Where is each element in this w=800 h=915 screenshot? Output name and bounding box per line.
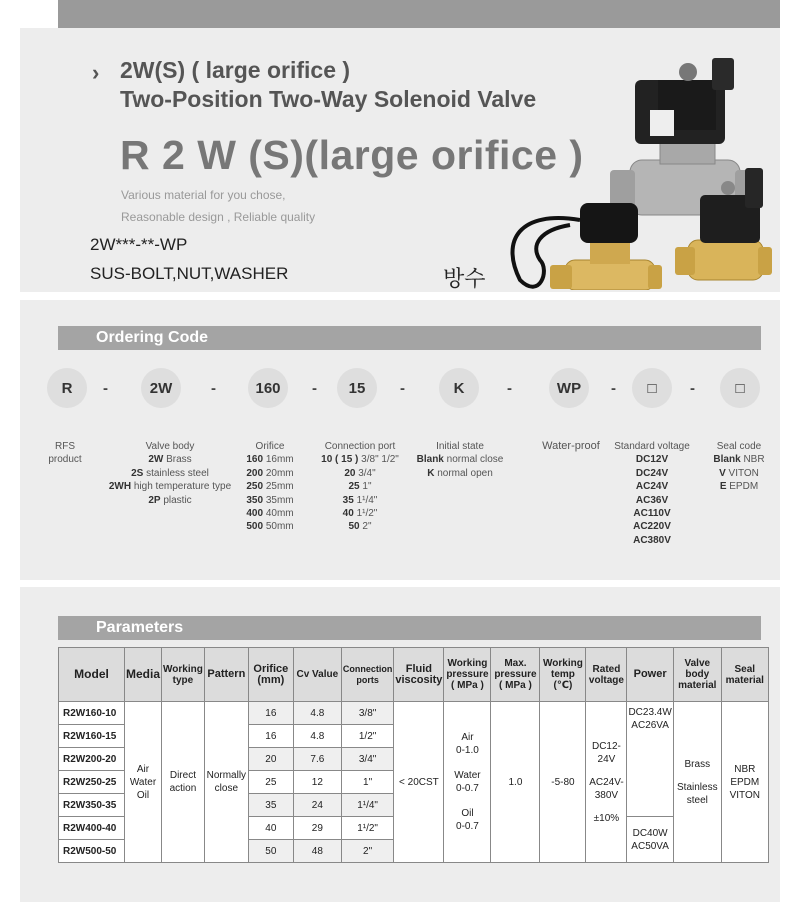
- parameters-header: Parameters: [58, 616, 761, 640]
- code-circle-valve-body: 2W: [141, 368, 181, 408]
- cv-cell: 12: [293, 771, 341, 794]
- media-cell: Air Water Oil: [125, 702, 162, 863]
- hero-big-title: R 2 W (S)(large orifice ): [120, 132, 584, 178]
- code-separator: -: [312, 380, 317, 397]
- model-cell: R2W200-20: [59, 748, 125, 771]
- hero-code-line1: 2W***-**-WP: [90, 235, 188, 254]
- hero-title-line2: Two-Position Two-Way Solenoid Valve: [120, 86, 537, 112]
- solenoid-valve-photo: [480, 40, 780, 290]
- cv-cell: 24: [293, 794, 341, 817]
- pressure-cell: Air 0-1.0 Water 0-0.7 Oil 0-0.7: [444, 702, 491, 863]
- column-header: Power: [627, 648, 673, 702]
- column-header: Pattern: [204, 648, 248, 702]
- model-cell: R2W350-35: [59, 794, 125, 817]
- max-pressure-cell: 1.0: [491, 702, 540, 863]
- table-header-row: [59, 648, 769, 702]
- orifice-cell: 25: [248, 771, 293, 794]
- code-separator: -: [611, 380, 616, 397]
- body-material-cell: Brass Stainless steel: [673, 702, 721, 863]
- connection-port-column: Connection port 10 ( 15 ) 3/8" 1/2" 20 3/4" 25 1" 35 1¹/4" 40 1¹/2" 50 2": [321, 441, 399, 533]
- column-header: Max. pressure ( MPa ): [491, 648, 540, 702]
- orifice-cell: 50: [248, 840, 293, 863]
- standard-voltage-column: Standard voltage DC12V DC24V AC24V AC36V AC110V AC220V AC380V: [614, 441, 690, 546]
- column-header: Orifice (mm): [248, 648, 293, 702]
- code-circle-seal: □: [720, 368, 760, 408]
- orifice-cell: 16: [248, 702, 293, 725]
- code-circle-initial-state: K: [439, 368, 479, 408]
- hero-desc-line1: Various material for you chose,: [121, 188, 286, 202]
- model-cell: R2W160-10: [59, 702, 125, 725]
- orifice-column: Orifice 160 16mm 200 20mm 250 25mm 350 35mm 400 40mm 500 50mm: [246, 441, 294, 533]
- column-header: Working type: [162, 648, 205, 702]
- hero-title-line1: 2W(S) ( large orifice ): [120, 57, 351, 83]
- ordering-code-header: Ordering Code: [58, 326, 761, 350]
- code-circle-product: R: [47, 368, 87, 408]
- model-cell: R2W160-15: [59, 725, 125, 748]
- model-cell: R2W250-25: [59, 771, 125, 794]
- valve-body-column: Valve body 2W Brass 2S stainless steel 2WH high temperature type 2P plastic: [108, 441, 232, 506]
- column-header: Working pressure ( MPa ): [444, 648, 491, 702]
- cv-cell: 4.8: [293, 725, 341, 748]
- table-row: [59, 702, 769, 725]
- code-circle-water-proof: WP: [549, 368, 589, 408]
- port-cell: 1¹/4": [341, 794, 394, 817]
- code-circle-voltage: □: [632, 368, 672, 408]
- column-header: Working temp (℃): [540, 648, 586, 702]
- rated-voltage-cell: DC12- 24V AC24V- 380V ±10%: [586, 702, 627, 863]
- column-header: Model: [59, 648, 125, 702]
- port-cell: 3/4": [341, 748, 394, 771]
- cv-cell: 7.6: [293, 748, 341, 771]
- port-cell: 1/2": [341, 725, 394, 748]
- power-cell-top: DC23.4W AC26VA: [627, 702, 673, 817]
- hero-panel: [20, 28, 780, 292]
- code-separator: -: [690, 380, 695, 397]
- rfs-column: RFS product: [48, 441, 82, 466]
- ordering-code-panel: [20, 300, 780, 580]
- power-cell-bottom: DC40W AC50VA: [627, 817, 673, 863]
- hero-korean-label: 방수: [443, 266, 486, 291]
- top-bar: [58, 0, 780, 28]
- port-cell: 1¹/2": [341, 817, 394, 840]
- column-header: Media: [125, 648, 162, 702]
- code-separator: -: [507, 380, 512, 397]
- code-circle-orifice: 160: [248, 368, 288, 408]
- column-header: Fluid viscosity: [394, 648, 444, 702]
- temp-cell: -5-80: [540, 702, 586, 863]
- seal-code-column: Seal code Blank NBR V VITON E EPDM: [713, 441, 765, 493]
- pattern-cell: Normally close: [204, 702, 248, 863]
- code-circle-connection: 15: [337, 368, 377, 408]
- parameters-panel: [20, 587, 780, 902]
- viscosity-cell: < 20CST: [394, 702, 444, 863]
- cv-cell: 4.8: [293, 702, 341, 725]
- column-header: Cv Value: [293, 648, 341, 702]
- column-header: Seal material: [721, 648, 768, 702]
- initial-state-column: Initial state Blank normal close K normal open: [416, 441, 504, 479]
- hero-code-line2: SUS-BOLT,NUT,WASHER: [90, 264, 289, 283]
- cv-cell: 29: [293, 817, 341, 840]
- water-proof-column: Water-proof: [542, 440, 600, 452]
- port-cell: 1": [341, 771, 394, 794]
- orifice-cell: 35: [248, 794, 293, 817]
- orifice-cell: 20: [248, 748, 293, 771]
- parameters-table: [58, 647, 769, 863]
- model-cell: R2W500-50: [59, 840, 125, 863]
- orifice-cell: 40: [248, 817, 293, 840]
- cv-cell: 48: [293, 840, 341, 863]
- port-cell: 2": [341, 840, 394, 863]
- hero-desc-line2: Reasonable design , Reliable quality: [121, 210, 316, 224]
- port-cell: 3/8": [341, 702, 394, 725]
- orifice-cell: 16: [248, 725, 293, 748]
- working-type-cell: Direct action: [162, 702, 205, 863]
- model-cell: R2W400-40: [59, 817, 125, 840]
- column-header: Connection ports: [341, 648, 394, 702]
- seal-material-cell: NBR EPDM VITON: [721, 702, 768, 863]
- column-header: Valve body material: [673, 648, 721, 702]
- code-separator: -: [103, 380, 108, 397]
- column-header: Rated voltage: [586, 648, 627, 702]
- code-separator: -: [400, 380, 405, 397]
- chevron-right-icon: ›: [92, 60, 100, 85]
- code-separator: -: [211, 380, 216, 397]
